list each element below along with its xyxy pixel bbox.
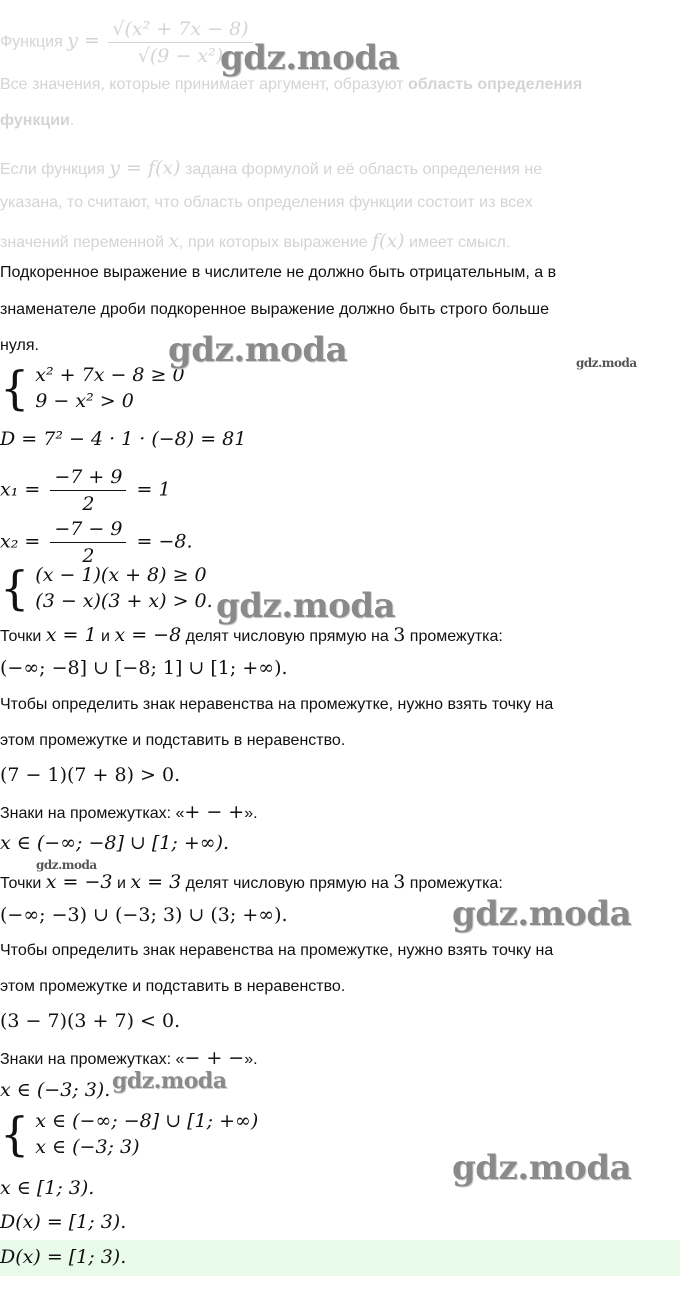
function-formula: y = [67, 29, 100, 52]
result-3: x ∈ [1; 3). [0, 1177, 95, 1199]
intro-line-5: значений переменной x, при которых выражение f(x) имеет смысл. [0, 230, 511, 252]
watermark-logo: gdz.moda [36, 858, 97, 872]
result-2: x ∈ (−3; 3). [0, 1079, 111, 1101]
watermark-logo: gdz.moda [112, 1068, 227, 1094]
evaluation-2: (3 − 7)(3 + 7) < 0. [0, 1010, 181, 1032]
signs-1: Знаки на промежутках: «+ − +». [0, 801, 258, 823]
intro-line-0: Функция y = $\frac{\text{√(x² + 7x − 8)}}{\text{√(9 − x²)}}$ [0, 18, 257, 67]
brace-icon: { [0, 1107, 30, 1161]
evaluation-1: (7 − 1)(7 + 8) > 0. [0, 764, 181, 786]
watermark-logo: gdz.moda [220, 38, 400, 78]
discriminant: D = 7² − 4 · 1 · (−8) = 81 [0, 428, 247, 450]
system-1: { x² + 7x − 8 ≥ 0 9 − x² > 0 [0, 361, 185, 415]
para-line-3: нуля. [0, 337, 39, 354]
points-line-1: Точки x = 1 и x = −8 делят числовую прямую на 3 промежутка: [0, 624, 503, 646]
intro-line-1: Все значения, которые принимает аргумент, образуют область определения [0, 76, 583, 93]
root-x2: x₂ = $\frac{-7 - 9}{2}$ = −8. [0, 518, 193, 567]
para-line-1: Подкоренное выражение в числителе не должно быть отрицательным, а в [0, 264, 557, 281]
function-fraction: $\frac{\text{√(x² + 7x − 8)}}{\text{√(9 − x²)}}$ [108, 18, 252, 67]
system-2: { (x − 1)(x + 8) ≥ 0 (3 − x)(3 + x) > 0. [0, 561, 213, 615]
para-line-2: знаменателе дроби подкоренное выражение должно быть строго больше [0, 301, 550, 318]
answer-text: D(x) = [1; 3). [0, 1246, 127, 1268]
watermark-logo: gdz.moda [452, 1148, 632, 1188]
watermark-logo: gdz.moda [216, 586, 396, 626]
intervals-1: (−∞; −8] ∪ [−8; 1] ∪ [1; +∞). [0, 657, 288, 679]
intro-line-4: указана, то считают, что область определения функции состоит из всех [0, 194, 533, 211]
watermark-logo: gdz.moda [576, 356, 637, 370]
brace-icon: { [0, 361, 30, 415]
watermark-logo: gdz.moda [168, 330, 348, 370]
check-line-2: этом промежутке и подставить в неравенство. [0, 732, 346, 749]
intervals-2: (−∞; −3) ∪ (−3; 3) ∪ (3; +∞). [0, 904, 288, 926]
result-1: x ∈ (−∞; −8] ∪ [1; +∞). [0, 832, 230, 854]
check-line-4: этом промежутке и подставить в неравенство. [0, 978, 346, 995]
domain-result: D(x) = [1; 3). [0, 1211, 127, 1233]
root-x1: x₁ = $\frac{-7 + 9}{2}$ = 1 [0, 466, 171, 515]
check-line-3: Чтобы определить знак неравенства на промежутке, нужно взять точку на [0, 942, 554, 959]
check-line-1: Чтобы определить знак неравенства на промежутке, нужно взять точку на [0, 696, 554, 713]
intro-line-2: функции. [0, 112, 75, 129]
brace-icon: { [0, 561, 30, 615]
intro-line-3: Если функция y = f(x) задана формулой и её область определения не [0, 157, 543, 179]
watermark-logo: gdz.moda [452, 894, 632, 934]
signs-2: Знаки на промежутках: «− + −». [0, 1047, 258, 1069]
points-line-2: Точки x = −3 и x = 3 делят числовую прямую на 3 промежутка: [0, 871, 503, 893]
answer-box [0, 1240, 680, 1276]
system-3: { x ∈ (−∞; −8] ∪ [1; +∞) x ∈ (−3; 3) [0, 1107, 259, 1161]
